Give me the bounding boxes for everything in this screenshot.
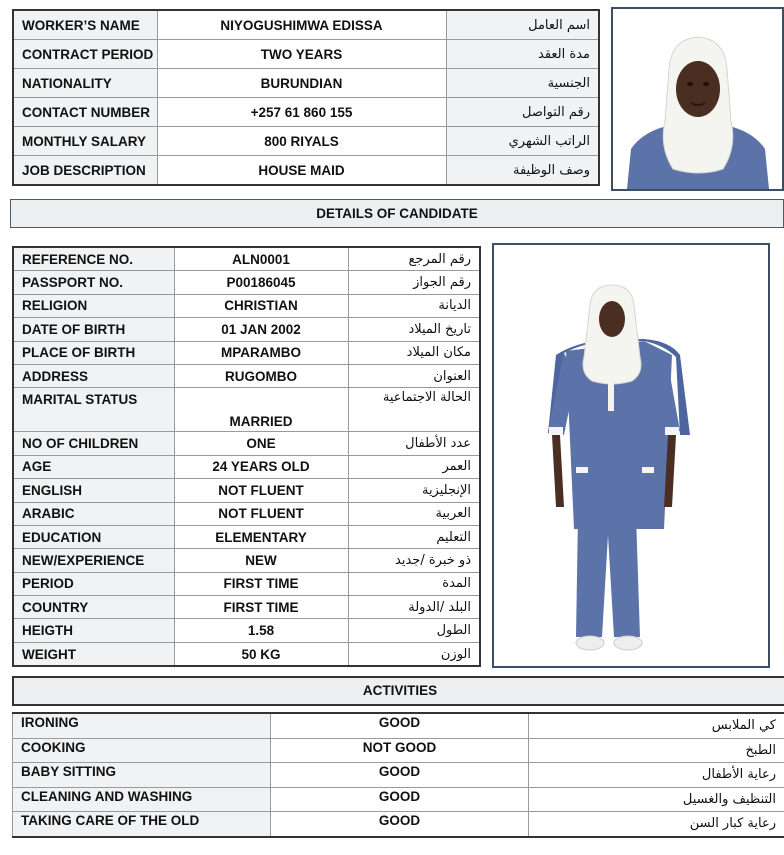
contact-number-arabic: رقم التواصل (446, 98, 599, 127)
table-row (13, 525, 480, 548)
job-description-arabic: وصف الوظيفة (446, 156, 599, 186)
education-label: EDUCATION (13, 525, 174, 548)
table-row (13, 341, 480, 364)
monthly-salary-arabic: الراتب الشهري (446, 127, 599, 156)
table-row (13, 713, 784, 738)
nationality-arabic: الجنسية (446, 69, 599, 98)
age-value: 24 YEARS OLD (174, 455, 348, 478)
country-value: FIRST TIME (174, 596, 348, 619)
date-of-birth-label: DATE OF BIRTH (13, 318, 174, 341)
details-section-header: DETAILS OF CANDIDATE (10, 199, 784, 228)
cleaning-washing-label: CLEANING AND WASHING (13, 787, 271, 812)
country-arabic: البلد /الدولة (348, 596, 480, 619)
ironing-value: GOOD (271, 713, 529, 738)
marital-status-label: MARITAL STATUS (13, 388, 174, 432)
no-of-children-arabic: عدد الأطفال (348, 432, 480, 455)
weight-label: WEIGHT (13, 642, 174, 666)
height-arabic: الطول (348, 619, 480, 642)
date-of-birth-value: 01 JAN 2002 (174, 318, 348, 341)
country-label: COUNTRY (13, 596, 174, 619)
height-value: 1.58 (174, 619, 348, 642)
new-experience-label: NEW/EXPERIENCE (13, 549, 174, 572)
worker-name-arabic: اسم العامل (446, 10, 599, 40)
table-row (13, 479, 480, 502)
period-value: FIRST TIME (174, 572, 348, 595)
worker-summary-table (12, 9, 600, 186)
table-row (13, 388, 480, 432)
table-row (13, 10, 599, 40)
candidate-portrait-photo (611, 7, 784, 191)
age-label: AGE (13, 455, 174, 478)
elderly-care-value: GOOD (271, 812, 529, 837)
monthly-salary-label: MONTHLY SALARY (13, 127, 157, 156)
table-row (13, 596, 480, 619)
contact-number-label: CONTACT NUMBER (13, 98, 157, 127)
nationality-value: BURUNDIAN (157, 69, 446, 98)
table-row (13, 787, 784, 812)
candidate-full-body-photo (492, 243, 770, 668)
table-row (13, 294, 480, 317)
table-row (13, 455, 480, 478)
baby-sitting-label: BABY SITTING (13, 763, 271, 788)
religion-value: CHRISTIAN (174, 294, 348, 317)
table-row (13, 364, 480, 387)
arabic-label: ARABIC (13, 502, 174, 525)
table-row (13, 156, 599, 186)
contract-period-value: TWO YEARS (157, 40, 446, 69)
no-of-children-label: NO OF CHILDREN (13, 432, 174, 455)
period-label: PERIOD (13, 572, 174, 595)
cooking-label: COOKING (13, 738, 271, 763)
table-row (13, 271, 480, 294)
weight-arabic: الوزن (348, 642, 480, 666)
place-of-birth-value: MPARAMBO (174, 341, 348, 364)
baby-sitting-arabic: رعاية الأطفال (529, 763, 784, 788)
table-row (13, 69, 599, 98)
reference-no-value: ALN0001 (174, 247, 348, 271)
english-label: ENGLISH (13, 479, 174, 502)
address-value: RUGOMBO (174, 364, 348, 387)
table-row (13, 572, 480, 595)
ironing-label: IRONING (13, 713, 271, 738)
table-row (13, 40, 599, 69)
table-row (13, 549, 480, 572)
place-of-birth-label: PLACE OF BIRTH (13, 341, 174, 364)
age-arabic: العمر (348, 455, 480, 478)
contract-period-arabic: مدة العقد (446, 40, 599, 69)
baby-sitting-value: GOOD (271, 763, 529, 788)
job-description-value: HOUSE MAID (157, 156, 446, 186)
table-row (13, 642, 480, 666)
passport-no-arabic: رقم الجواز (348, 271, 480, 294)
monthly-salary-value: 800 RIYALS (157, 127, 446, 156)
candidate-details-table (12, 246, 481, 667)
no-of-children-value: ONE (174, 432, 348, 455)
worker-name-value: NIYOGUSHIMWA EDISSA (157, 10, 446, 40)
table-row (13, 763, 784, 788)
cooking-value: NOT GOOD (271, 738, 529, 763)
arabic-arabic: العربية (348, 502, 480, 525)
table-row (13, 98, 599, 127)
new-experience-value: NEW (174, 549, 348, 572)
contract-period-label: CONTRACT PERIOD (13, 40, 157, 69)
table-row (13, 738, 784, 763)
elderly-care-arabic: رعاية كبار السن (529, 812, 784, 837)
table-row (13, 247, 480, 271)
table-row (13, 127, 599, 156)
passport-no-value: P00186045 (174, 271, 348, 294)
arabic-value: NOT FLUENT (174, 502, 348, 525)
english-arabic: الإنجليزية (348, 479, 480, 502)
table-row (13, 619, 480, 642)
height-label: HEIGTH (13, 619, 174, 642)
job-description-label: JOB DESCRIPTION (13, 156, 157, 186)
new-experience-arabic: ذو خبرة /جديد (348, 549, 480, 572)
period-arabic: المدة (348, 572, 480, 595)
cooking-arabic: الطبخ (529, 738, 784, 763)
nationality-label: NATIONALITY (13, 69, 157, 98)
weight-value: 50 KG (174, 642, 348, 666)
address-label: ADDRESS (13, 364, 174, 387)
worker-name-label: WORKER’S NAME (13, 10, 157, 40)
table-row (13, 432, 480, 455)
education-value: ELEMENTARY (174, 525, 348, 548)
passport-no-label: PASSPORT NO. (13, 271, 174, 294)
elderly-care-label: TAKING CARE OF THE OLD (13, 812, 271, 837)
table-row (13, 502, 480, 525)
cleaning-washing-value: GOOD (271, 787, 529, 812)
table-row (13, 812, 784, 837)
education-arabic: التعليم (348, 525, 480, 548)
contact-number-value: +257 61 860 155 (157, 98, 446, 127)
marital-status-value: MARRIED (174, 388, 348, 432)
religion-arabic: الديانة (348, 294, 480, 317)
activities-table (12, 712, 784, 838)
marital-status-arabic: الحالة الاجتماعية (348, 388, 480, 432)
cleaning-washing-arabic: التنظيف والغسيل (529, 787, 784, 812)
portrait-illustration (613, 9, 782, 189)
table-row (13, 318, 480, 341)
reference-no-label: REFERENCE NO. (13, 247, 174, 271)
religion-label: RELIGION (13, 294, 174, 317)
address-arabic: العنوان (348, 364, 480, 387)
reference-no-arabic: رقم المرجع (348, 247, 480, 271)
place-of-birth-arabic: مكان الميلاد (348, 341, 480, 364)
date-of-birth-arabic: تاريخ الميلاد (348, 318, 480, 341)
full-body-illustration (494, 245, 768, 666)
ironing-arabic: كي الملابس (529, 713, 784, 738)
english-value: NOT FLUENT (174, 479, 348, 502)
activities-section-header: ACTIVITIES (12, 676, 784, 706)
